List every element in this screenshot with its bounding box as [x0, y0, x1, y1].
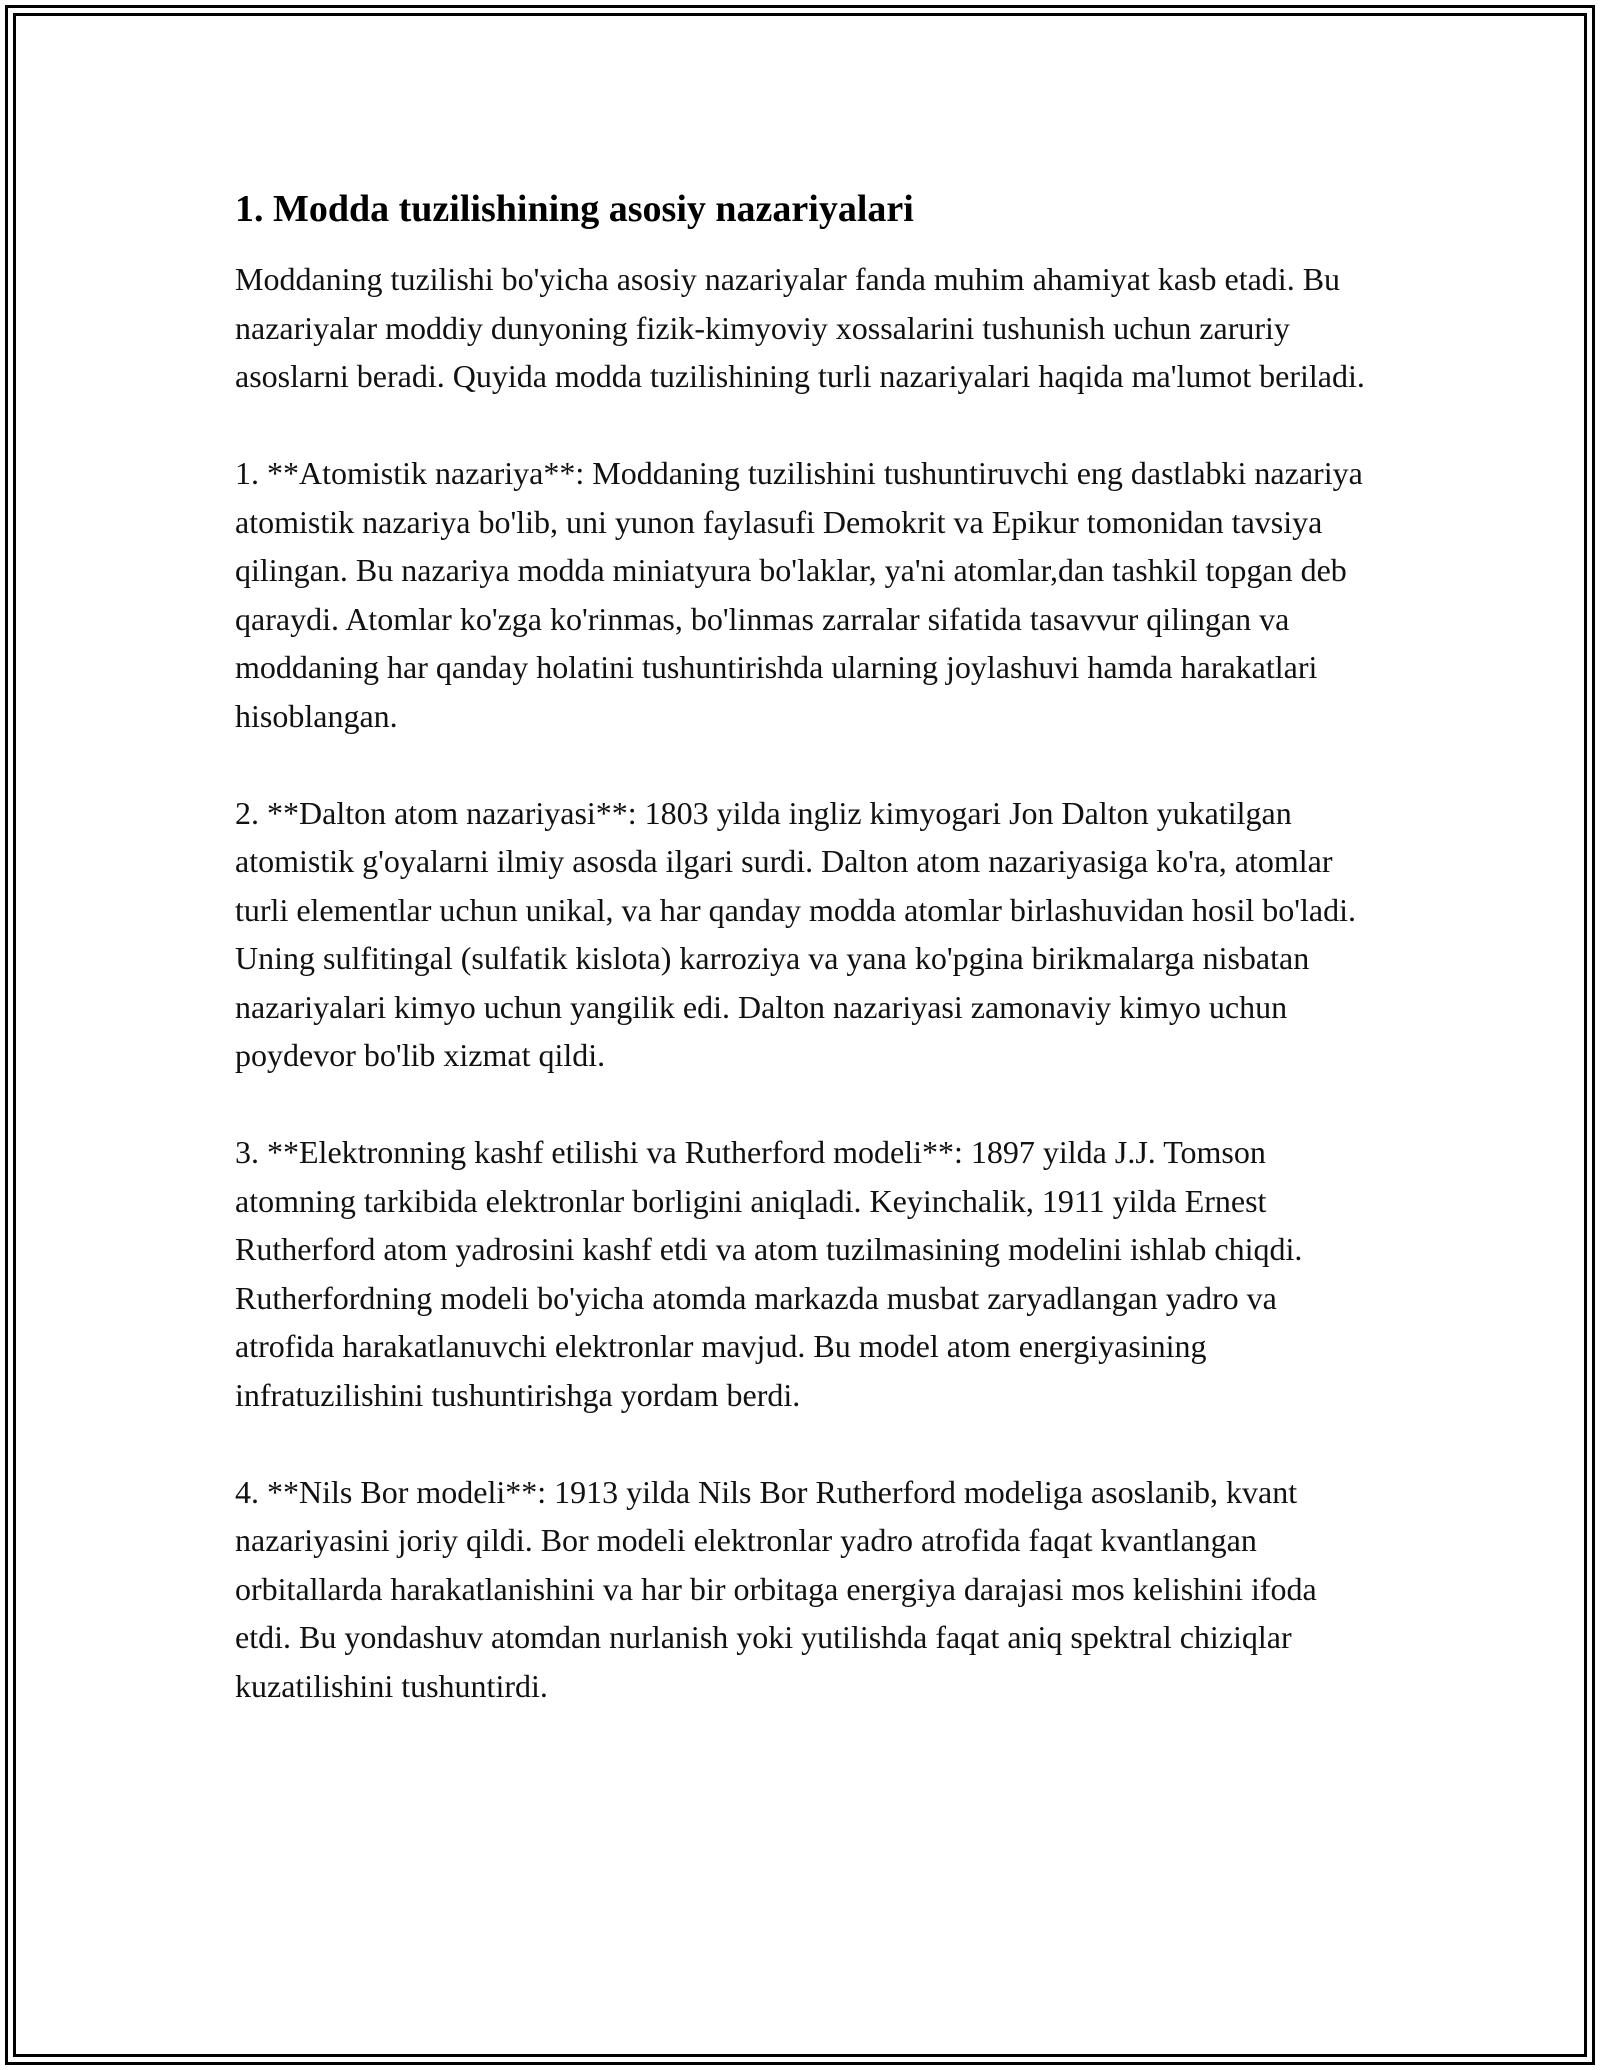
atomistic-theory-paragraph: 1. **Atomistik nazariya**: Moddaning tuzilishini tushuntiruvchi eng dastlabki nazariya atomistik nazariya bo'lib, uni yunon faylasufi Demokrit va Epikur tomonidan tavsiya qilingan. Bu nazariya modda miniatyura bo'laklar, ya'ni atomlar,dan tashkil topgan deb qaraydi. Atomlar ko'zga ko'rinmas, bo'linmas zarralar sifatida tasavvur qilingan va moddaning har qanday holatini tushuntirishda ularning joylashuvi hamda harakatlari hisoblangan.	[235, 455, 1363, 734]
rutherford-model-paragraph: 3. **Elektronning kashf etilishi va Rutherford modeli**: 1897 yilda J.J. Tomson atomning tarkibida elektronlar borligini aniqladi. Keyinchalik, 1911 yilda Ernest Rutherford atom yadrosini kashf etdi va atom tuzilmasining modelini ishlab chiqdi. Rutherfordning modeli bo'yicha atomda markazda musbat zaryadlangan yadro va atrofida harakatlanuvchi elektronlar mavjud. Bu model atom energiyasining infratuzilishini tushuntirishga yordam berdi.	[235, 1134, 1303, 1413]
dalton-theory-paragraph: 2. **Dalton atom nazariyasi**: 1803 yilda ingliz kimyogari Jon Dalton yukatilgan atomistik g'oyalarni ilmiy asosda ilgari surdi. Dalton atom nazariyasiga ko'ra, atomlar turli elementlar uchun unikal, va har qanday modda atomlar birlashuvidan hosil bo'ladi. Uning sulfitingal (sulfatik kislota) karroziya va yana ko'pgina birikmalarga nisbatan nazariyalari kimyo uchun yangilik edi. Dalton nazariyasi zamonaviy kimyo uchun poydevor bo'lib xizmat qildi.	[235, 794, 1357, 1073]
document-body	[235, 185, 1375, 1759]
intro-paragraph: Moddaning tuzilishi bo'yicha asosiy nazariyalar fanda muhim ahamiyat kasb etadi. Bu nazariyalar moddiy dunyoning fizik-kimyoviy xossalarini tushunish uchun zaruriy asoslarni beradi. Quyida modda tuzilishining turli nazariyalari haqida ma'lumot beriladi.	[235, 261, 1365, 394]
bohr-model-paragraph: 4. **Nils Bor modeli**: 1913 yilda Nils Bor Rutherford modeliga asoslanib, kvant nazariyasini joriy qildi. Bor modeli elektronlar yadro atrofida faqat kvantlangan orbitallarda harakatlanishini va har bir orbitaga energiya darajasi mos kelishini ifoda etdi. Bu yondashuv atomdan nurlanish yoki yutilishda faqat aniq spektral chiziqlar kuzatilishini tushuntirdi.	[235, 1473, 1317, 1704]
page-title: 1. Modda tuzilishining asosiy nazariyalari	[235, 188, 914, 230]
